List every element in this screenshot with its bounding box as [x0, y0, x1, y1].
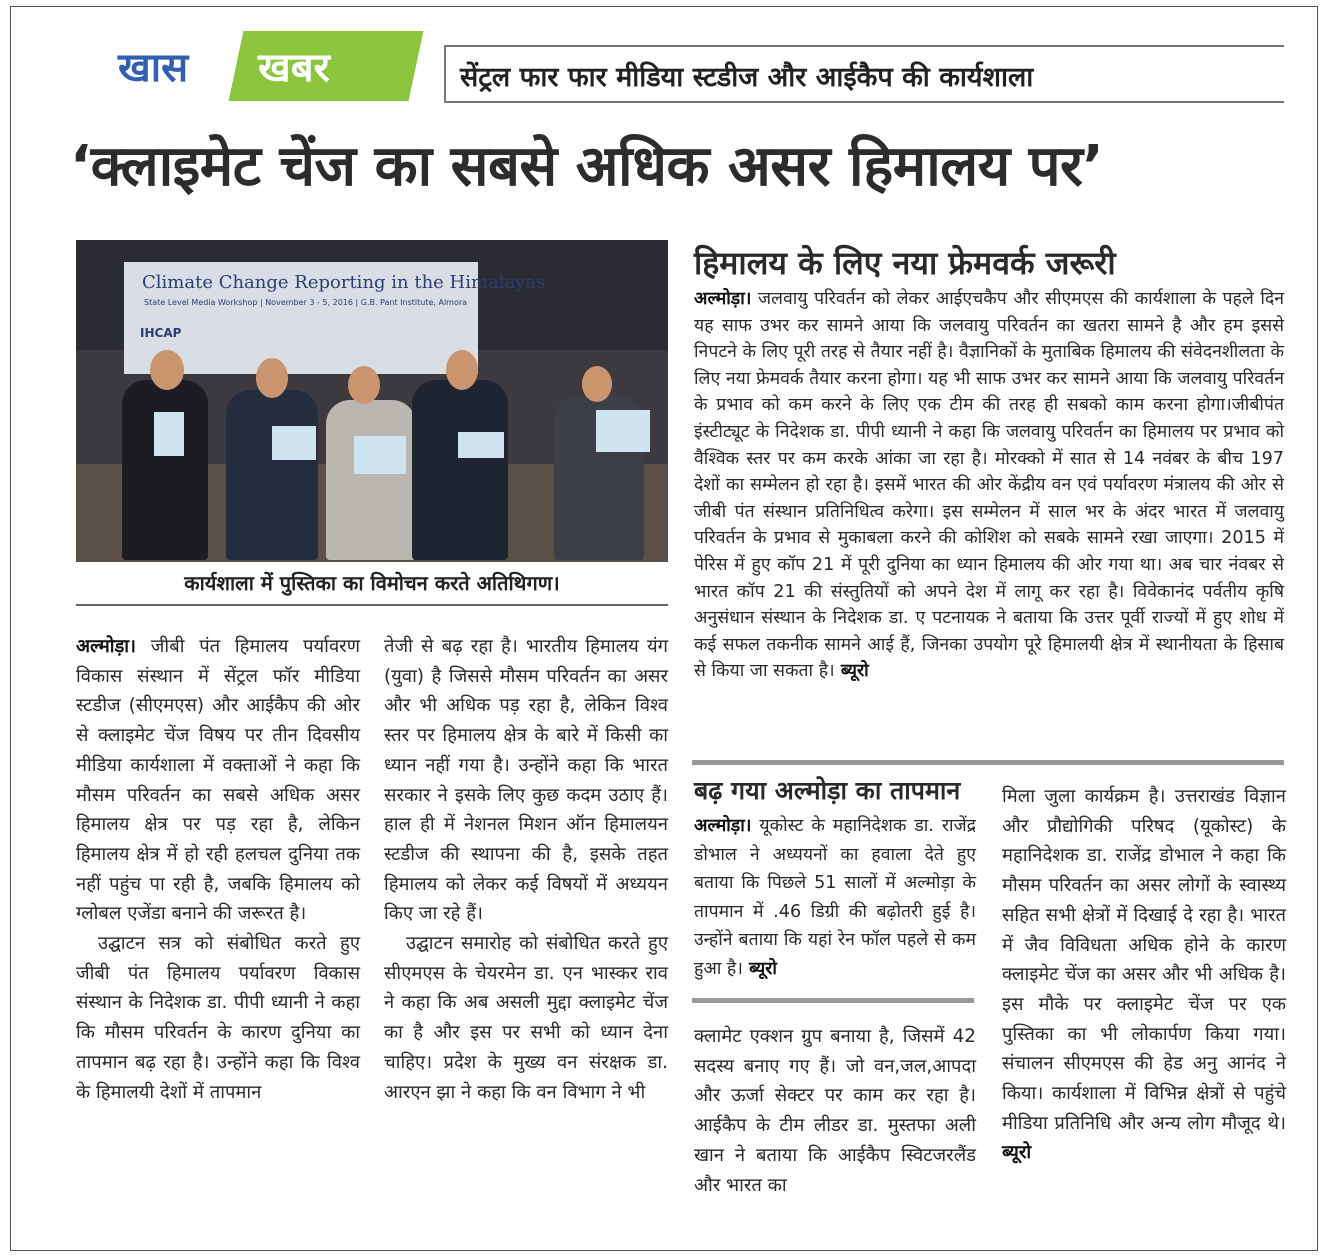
headline: ‘क्लाइमेट चेंज का सबसे अधिक असर हिमालय पर’ [70, 134, 1104, 199]
guest-head [150, 350, 184, 390]
dateline: अल्मोड़ा। [76, 636, 137, 657]
kicker: सेंट्रल फार फार मीडिया स्टडीज और आईकैप की कार्यशाला [460, 62, 1034, 93]
guest-figure [412, 380, 508, 560]
paragraph: उद्घाटन सत्र को संबोधित करते हुए जीबी पंत हिमालय पर्यावरण विकास संस्थान के निदेशक डा. पीपी ध्यानी ने कहा कि मौसम परिवर्तन के कारण दुनिया का तापमान बढ़ रहा है। उन्होंने कहा कि विश्व के हिमालयी देशों में तापमान [76, 933, 360, 1103]
paragraph: जीबी पंत हिमालय पर्यावरण विकास संस्थान में सेंट्रल फॉर मीडिया स्टडीज (सीएमएस) और आईकैप की ओर से क्लाइमेट चेंज विषय पर तीन दिवसीय मीडिया कार्यशाला में वक्ताओं ने कहा कि मौसम परिवर्तन का सबसे अधिक असर हिमालय क्षेत्र पर पड़ रहा है, लेकिन हिमालय क्षेत्र में हो रही हलचल दुनिया तक नहीं पहुंच पा रही है, जबकि हिमालय को ग्लोबल एजेंडा बनाने की जरूरत है। [76, 636, 360, 925]
paragraph: उद्घाटन समारोह को संबोधित करते हुए सीएमएस के चेयरमेन डा. एन भास्कर राव ने कहा कि अब असली मुद्दा क्लाइमेट चेंज का है और इस पर सभी को ध्यान देना चाहिए। प्रदेश के मुख्य वन संरक्षक डा. आरएन झा ने कहा कि वन विभाग ने भी [384, 933, 668, 1103]
story-2-title: हिमालय के लिए नया फ्रेमवर्क जरूरी [694, 244, 1116, 282]
guest-figure [326, 400, 416, 560]
byline: ब्यूरो [1002, 1142, 1032, 1164]
paragraph: क्लामेट एक्शन ग्रुप बनाया है, जिसमें 42 सदस्य बनाए गए हैं। जो वन,जल,आपदा और ऊर्जा सेक्टर पर काम कर रहा है। आईकैप के टीम लीडर डा. मुस्तफा अली खान ने बताया कि आईकैप स्विटजरलैंड और भारत का [694, 1026, 976, 1196]
paragraph: जलवायु परिवर्तन को लेकर आईएचकैप और सीएमएस की कार्यशाला के पहले दिन यह साफ उभर कर सामने आया कि जलवायु परिवर्तन का खतरा सामने है और हम इससे निपटने के लिए पूरी तरह से तैयार नहीं है। वैज्ञानिकों के मुताबिक हिमालय की संवेदनशीलता के लिए नया फ्रेमवर्क तैयार करना होगा। यह भी साफ उभर कर सामने आया कि जलवायु परिवर्तन के प्रभाव को कम करने के लिए एक टीम की तरह ही सबको काम करना होगा।जीबीपंत इंस्टीट्यूट के निदेशक डा. पीपी ध्यानी ने कहा कि जलवायु परिवर्तन का हिमालय पर प्रभाव को वैश्विक स्तर पर कम करके आंका जा रहा है। मोरक्को में सात से 14 नवंबर के बीच 197 देशों का सम्मेलन हो रहा है। इसमें भारत की ओर केंद्रीय वन एवं पर्यावरण मंत्रालय की ओर से जीबी पंत संस्थान प्रतिनिधित्व करेगा। इस सम्मेलन में साल भर के अंदर भारत में जलवायु परिवर्तन के प्रभाव से मुकाबला करने की कोशिश को सबके सामने रखा जाएगा। 2015 में पेरिस में हुए कॉप 21 में पूरी दुनिया का ध्यान हिमालय की ओर गया था। अब चार नंवबर से भारत कॉप 21 की संस्तुतियों को अपने देश में लागू कर रहा है। विवेकानंद पर्वतीय कृषि अनुसंधान संस्थान के निदेशक डा. ए पटनायक ने बताया कि उत्तर पूर्वी राज्यों में हुए शोध में कई सफल तकनीक सामने आई हैं, जिनका उपयोग पूरे हिमालयी क्षेत्र में स्थानीयता के हिसाब से किया जा सकता है। [694, 289, 1285, 682]
byline: ब्यूरो [742, 958, 777, 979]
banner-subtitle: State Level Media Workshop | November 3 - 5, 2016 | G.B. Pant Institute, Almora [144, 298, 468, 307]
guest-head [582, 366, 612, 402]
caption-rule [76, 604, 668, 606]
dateline: अल्मोड़ा। [694, 816, 752, 836]
kicker-rule-bottom [444, 101, 1284, 103]
booklet [354, 436, 406, 474]
photo-caption: कार्यशाला में पुस्तिका का विमोचन करते अतिथिगण। [184, 571, 560, 595]
dateline: अल्मोड़ा। [694, 289, 752, 309]
story-4-column-a [694, 1022, 976, 1200]
byline: ब्यूरो [834, 661, 869, 682]
booklet [154, 412, 184, 456]
brand-khabar: खबर [258, 45, 330, 91]
section-rule [692, 998, 974, 1003]
guest-figure [122, 380, 208, 560]
section-rule [692, 760, 1284, 765]
banner-title: Climate Change Reporting in the Himalayas [142, 272, 546, 293]
guest-head [256, 358, 288, 398]
guest-head [446, 350, 478, 390]
guest-figure [226, 390, 318, 560]
kicker-rule-top [444, 45, 1284, 47]
main-story-column-1 [76, 632, 360, 1107]
guest-head [348, 366, 380, 404]
story-2-body [694, 286, 1284, 685]
main-story-column-2 [384, 632, 668, 1107]
kicker-rule-left [444, 45, 446, 103]
paragraph: तेजी से बढ़ रहा है। भारतीय हिमालय यंग (युवा) है जिससे मौसम परिवर्तन का असर और भी अधिक पड़ रहा है, लेकिन विश्व स्तर पर हिमालय क्षेत्र के बारे में किसी का ध्यान नहीं गया है। उन्होंने कहा कि भारत सरकार ने इसके लिए कुछ कदम उठाए हैं। हाल ही में नेशनल मिशन ऑन हिमालयन स्टडीज की स्थापना की है, इसके तहत हिमालय को लेकर कई विषयों में अध्ययन किए जा रहे हैं। [384, 636, 668, 925]
booklet [596, 410, 650, 452]
paragraph: यूकोस्ट के महानिदेशक डा. राजेंद्र डोभाल ने अध्ययनों का हवाला देते हुए बताया कि पिछले 51 सालों में अल्मोड़ा के तापमान में .46 डिग्री की बढ़ोतरी हुई है। उन्होंने बताया कि यहां रेन फॉल पहले से कम हुआ है। [694, 816, 976, 979]
brand-khas: खास [118, 45, 189, 91]
booklet [458, 432, 504, 458]
story-4-column-b [1002, 782, 1286, 1168]
paragraph: मिला जुला कार्यक्रम है। उत्तराखंड विज्ञान और प्रौद्योगिकी परिषद (यूकोस्ट) के महानिदेशक डा. राजेंद्र डोभाल ने कहा कि मौसम परिवर्तन का असर लोगों के स्वास्थ्य सहित सभी क्षेत्रों में दिखाई दे रहा है। भारत में जैव विविधता अधिक होने के कारण क्लाइमेट चेंज का असर और भी अधिक है। इस मौके पर क्लाइमेट चेंज पर एक पुस्तिका का भी लोकार्पण किया गया। संचालन सीएमएस की हेड अनु आनंद ने किया। कार्यशाला में विभिन्न क्षेत्रों से पहुंचे मीडिया प्रतिनिधि और अन्य लोग मौजूद थे। [1002, 786, 1286, 1134]
banner-logo: IHCAP [140, 326, 182, 340]
event-photo [76, 240, 668, 562]
story-3-title: बढ़ गया अल्मोड़ा का तापमान [694, 776, 961, 805]
booklet [272, 426, 316, 460]
story-3-body [694, 812, 976, 984]
